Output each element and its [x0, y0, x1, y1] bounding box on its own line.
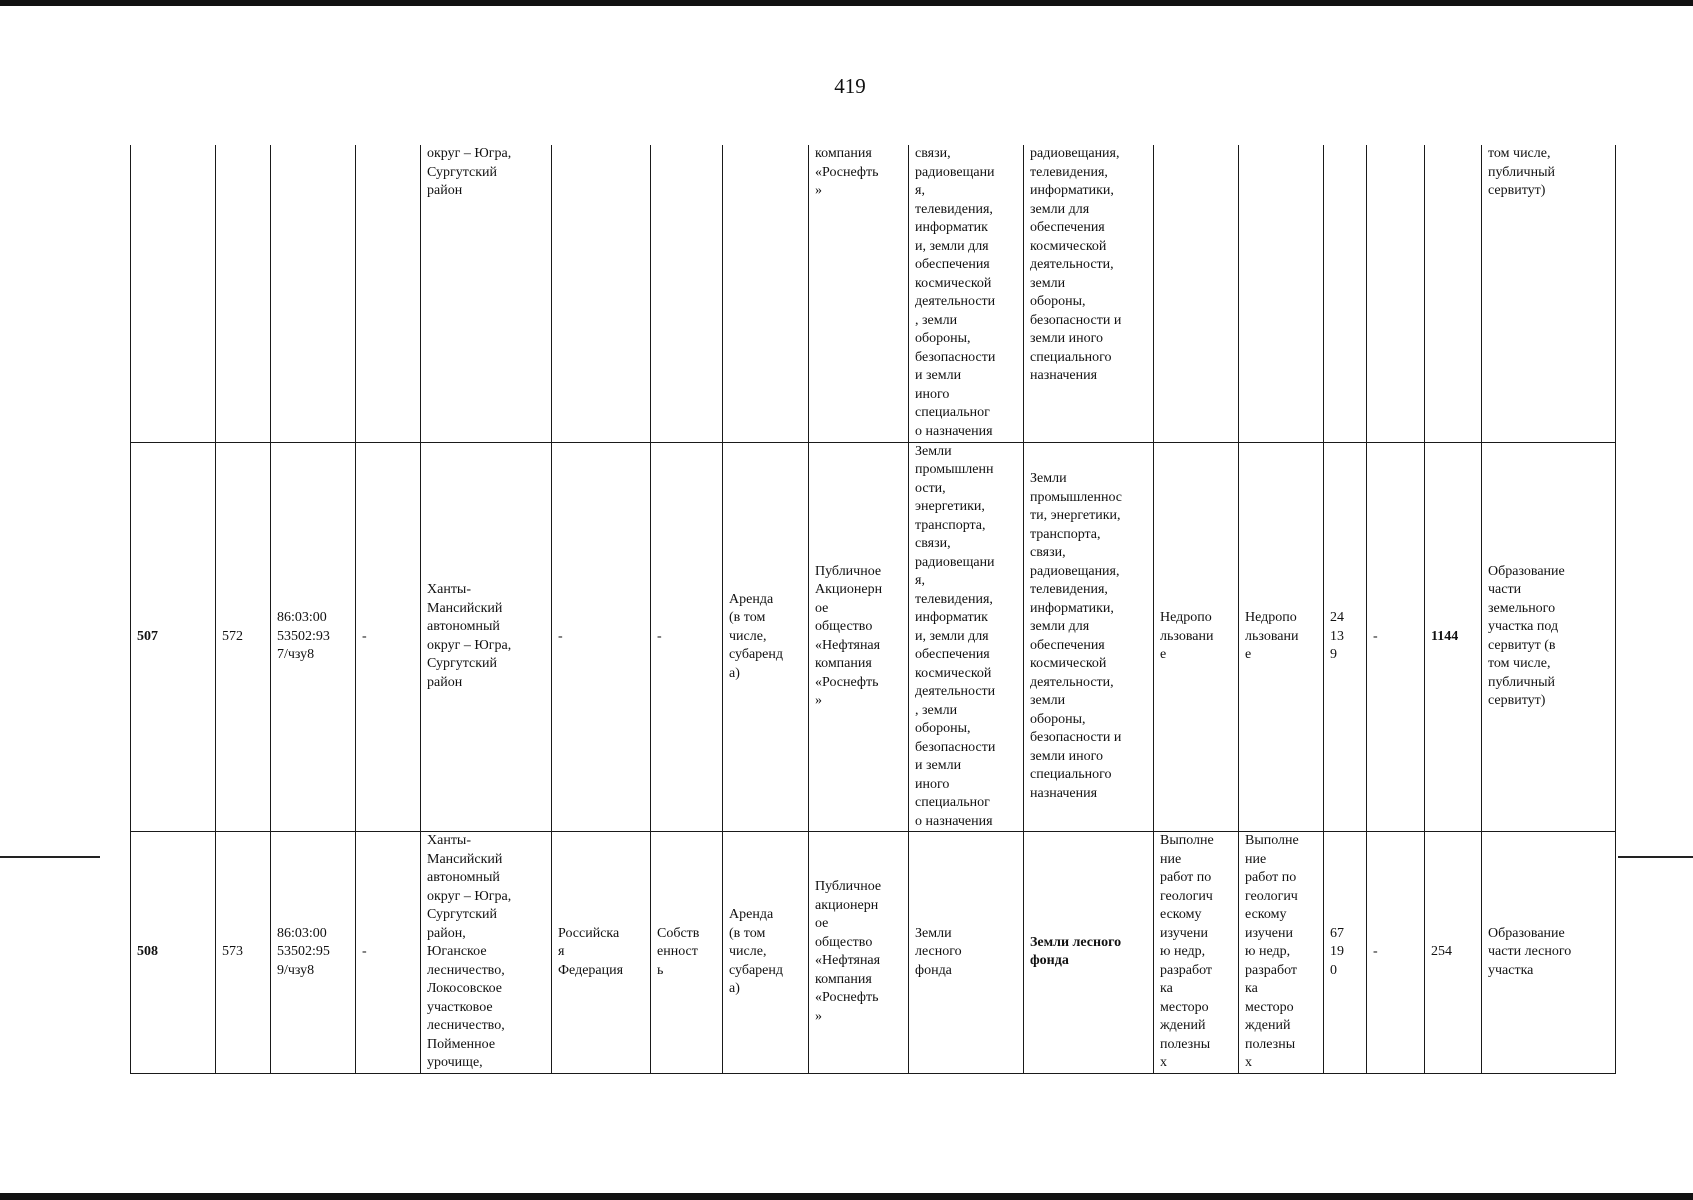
cell-c15: - [1367, 832, 1425, 1074]
top-rule [0, 0, 1693, 6]
cell-right-type: Собств енност ь [651, 832, 723, 1074]
cell-use: Недропо льзовани е [1154, 442, 1239, 832]
table-row [131, 145, 1616, 442]
cell-area [1425, 145, 1482, 442]
cell-c4: - [356, 442, 421, 832]
cell-index: 573 [216, 832, 271, 1074]
cell-number [131, 145, 216, 442]
cell-purpose: Образование части земельного участка под сервитут (в том числе, публичный сервитут) [1482, 442, 1616, 832]
cell-category: Земли лесного фонда [909, 832, 1024, 1074]
cell-c14: 24 13 9 [1324, 442, 1367, 832]
cell-encumbrance [723, 145, 809, 442]
cell-use-2: Выполне ние работ по геологич ескому изучени ю недр, разработ ка месторо ждений полезны х [1239, 832, 1324, 1074]
cell-cadastral: 86:03:00 53502:95 9/чзу8 [271, 832, 356, 1074]
page-number: 419 [834, 74, 866, 98]
cell-use: Выполне ние работ по геологич ескому изучени ю недр, разработ ка месторо ждений полезны х [1154, 832, 1239, 1074]
left-margin-mark [0, 856, 100, 858]
cell-location: Ханты- Мансийский автономный округ – Югра, Сургутский район, Юганское лесничество, Локосовское участковое лесничество, Пойменное урочище, [421, 832, 552, 1074]
cell-area: 254 [1425, 832, 1482, 1074]
cell-owner: - [552, 442, 651, 832]
land-plots-table [130, 145, 1616, 1074]
cell-area: 1144 [1425, 442, 1482, 832]
cell-number: 507 [131, 442, 216, 832]
cell-encumbrance: Аренда (в том числе, субаренд а) [723, 832, 809, 1074]
cell-category-2: Земли лесного фонда [1024, 832, 1154, 1074]
cell-holder: Публичное Акционерн ое общество «Нефтяная компания «Роснефть » [809, 442, 909, 832]
cell-c4 [356, 145, 421, 442]
cell-category: Земли промышленн ости, энергетики, транспорта, связи, радиовещани я, телевидения, информатик и, земли для обеспечения космической деятельности , земли обороны, безопасности и земли иного специальног о назначения [909, 442, 1024, 832]
cell-c14 [1324, 145, 1367, 442]
cell-use-2 [1239, 145, 1324, 442]
cell-right-type [651, 145, 723, 442]
cell-purpose: Образование части лесного участка [1482, 832, 1616, 1074]
cell-category-2: Земли промышленнос ти, энергетики, транспорта, связи, радиовещания, телевидения, информатики, земли для обеспечения космической деятельности, земли обороны, безопасности и земли иного специального назначения [1024, 442, 1154, 832]
cell-holder: Публичное акционерн ое общество «Нефтяная компания «Роснефть » [809, 832, 909, 1074]
cell-cadastral [271, 145, 356, 442]
cell-holder: компания «Роснефть » [809, 145, 909, 442]
cell-use [1154, 145, 1239, 442]
table-row [131, 832, 1616, 1074]
cell-c15: - [1367, 442, 1425, 832]
cell-category: связи, радиовещани я, телевидения, информатик и, земли для обеспечения космической деятельности , земли обороны, безопасности и земли иного специальног о назначения [909, 145, 1024, 442]
cell-owner: Российска я Федерация [552, 832, 651, 1074]
cell-right-type: - [651, 442, 723, 832]
cell-c4: - [356, 832, 421, 1074]
cell-number: 508 [131, 832, 216, 1074]
table-row [131, 442, 1616, 832]
cell-encumbrance: Аренда (в том числе, субаренд а) [723, 442, 809, 832]
cell-owner [552, 145, 651, 442]
cell-location: округ – Югра, Сургутский район [421, 145, 552, 442]
cell-location: Ханты- Мансийский автономный округ – Югра, Сургутский район [421, 442, 552, 832]
cell-use-2: Недропо льзовани е [1239, 442, 1324, 832]
right-margin-mark [1618, 856, 1693, 858]
cell-cadastral: 86:03:00 53502:93 7/чзу8 [271, 442, 356, 832]
cell-index: 572 [216, 442, 271, 832]
cell-purpose: том числе, публичный сервитут) [1482, 145, 1616, 442]
cell-category-2: радиовещания, телевидения, информатики, земли для обеспечения космической деятельности, земли обороны, безопасности и земли иного специального назначения [1024, 145, 1154, 442]
cell-c15 [1367, 145, 1425, 442]
cell-c14: 67 19 0 [1324, 832, 1367, 1074]
cell-index [216, 145, 271, 442]
bottom-rule [0, 1193, 1693, 1200]
